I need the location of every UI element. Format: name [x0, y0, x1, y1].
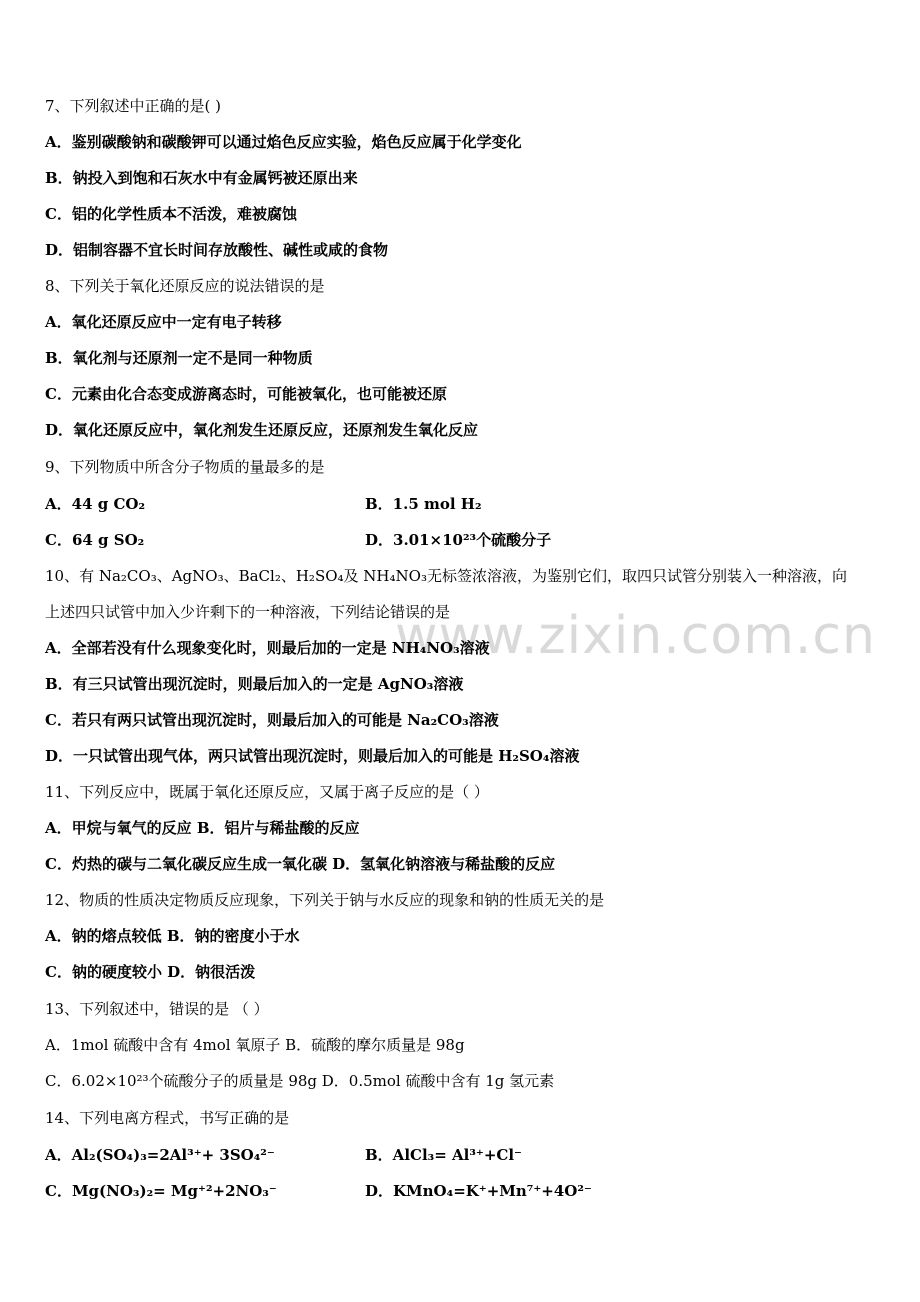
- question-11-options-ab: A．甲烷与氧气的反应 B．铝片与稀盐酸的反应: [45, 819, 360, 837]
- question-10-option-b: B．有三只试管出现沉淀时，则最后加入的一定是 AgNO₃溶液: [45, 675, 464, 693]
- question-12-options-ab: A．钠的熔点较低 B．钠的密度小于水: [45, 927, 300, 945]
- question-7-option-a: A．鉴别碳酸钠和碳酸钾可以通过焰色反应实验，焰色反应属于化学变化: [45, 133, 522, 151]
- question-7-option-d: D．铝制容器不宜长时间存放酸性、碱性或咸的食物: [45, 241, 389, 259]
- question-12-stem: 12、物质的性质决定物质反应现象，下列关于钠与水反应的现象和钠的性质无关的是: [45, 891, 605, 909]
- question-7-option-c: C．铝的化学性质本不活泼，难被腐蚀: [45, 205, 297, 223]
- question-10-option-d: D．一只试管出现气体，两只试管出现沉淀时，则最后加入的可能是 H₂SO₄溶液: [45, 747, 580, 765]
- question-14-option-b: B．AlCl₃= Al³⁺+Cl⁻: [365, 1146, 522, 1164]
- question-14-option-a: A．Al₂(SO₄)₃=2Al³⁺+ 3SO₄²⁻: [45, 1146, 275, 1164]
- question-14-stem: 14、下列电离方程式，书写正确的是: [45, 1109, 290, 1127]
- question-7-stem: 7、下列叙述中正确的是( ): [45, 97, 222, 115]
- question-10-stem-line1: 10、有 Na₂CO₃、AgNO₃、BaCl₂、H₂SO₄及 NH₄NO₃无标签浓溶液，为鉴别它们，取四只试管分别装入一种溶液，向: [45, 567, 847, 585]
- question-13-options-cd: C．6.02×10²³个硫酸分子的质量是 98g D．0.5mol 硫酸中含有 1g 氢元素: [45, 1072, 555, 1090]
- question-12-options-cd: C．钠的硬度较小 D．钠很活泼: [45, 963, 256, 981]
- question-8-option-c: C．元素由化合态变成游离态时，可能被氧化，也可能被还原: [45, 385, 447, 403]
- watermark: www.zixin.com.cn: [395, 606, 876, 666]
- question-7-option-b: B．钠投入到饱和石灰水中有金属钙被还原出来: [45, 169, 358, 187]
- question-9-option-c: C．64 g SO₂: [45, 531, 145, 549]
- question-9-option-b: B．1.5 mol H₂: [365, 495, 482, 513]
- question-9-option-a: A．44 g CO₂: [45, 495, 146, 513]
- question-11-stem: 11、下列反应中，既属于氧化还原反应，又属于离子反应的是（ ）: [45, 783, 489, 801]
- question-8-option-a: A．氧化还原反应中一定有电子转移: [45, 313, 282, 331]
- question-9-stem: 9、下列物质中所含分子物质的量最多的是: [45, 458, 325, 476]
- question-10-option-c: C．若只有两只试管出现沉淀时，则最后加入的可能是 Na₂CO₃溶液: [45, 711, 499, 729]
- question-8-option-d: D．氧化还原反应中，氧化剂发生还原反应，还原剂发生氧化反应: [45, 421, 479, 439]
- question-8-stem: 8、下列关于氧化还原反应的说法错误的是: [45, 277, 325, 295]
- question-8-option-b: B．氧化剂与还原剂一定不是同一种物质: [45, 349, 313, 367]
- question-9-option-d: D．3.01×10²³个硫酸分子: [365, 531, 552, 549]
- question-13-stem: 13、下列叙述中，错误的是 （ ）: [45, 1000, 269, 1018]
- question-10-option-a: A．全部若没有什么现象变化时，则最后加的一定是 NH₄NO₃溶液: [45, 639, 490, 657]
- question-10-stem-line2: 上述四只试管中加入少许剩下的一种溶液，下列结论错误的是: [45, 603, 451, 621]
- question-11-options-cd: C．灼热的碳与二氧化碳反应生成一氧化碳 D．氢氧化钠溶液与稀盐酸的反应: [45, 855, 556, 873]
- question-14-option-c: C．Mg(NO₃)₂= Mg⁺²+2NO₃⁻: [45, 1182, 277, 1200]
- question-14-option-d: D．KMnO₄=K⁺+Mn⁷⁺+4O²⁻: [365, 1182, 592, 1200]
- question-13-options-ab: A．1mol 硫酸中含有 4mol 氧原子 B．硫酸的摩尔质量是 98g: [45, 1036, 465, 1054]
